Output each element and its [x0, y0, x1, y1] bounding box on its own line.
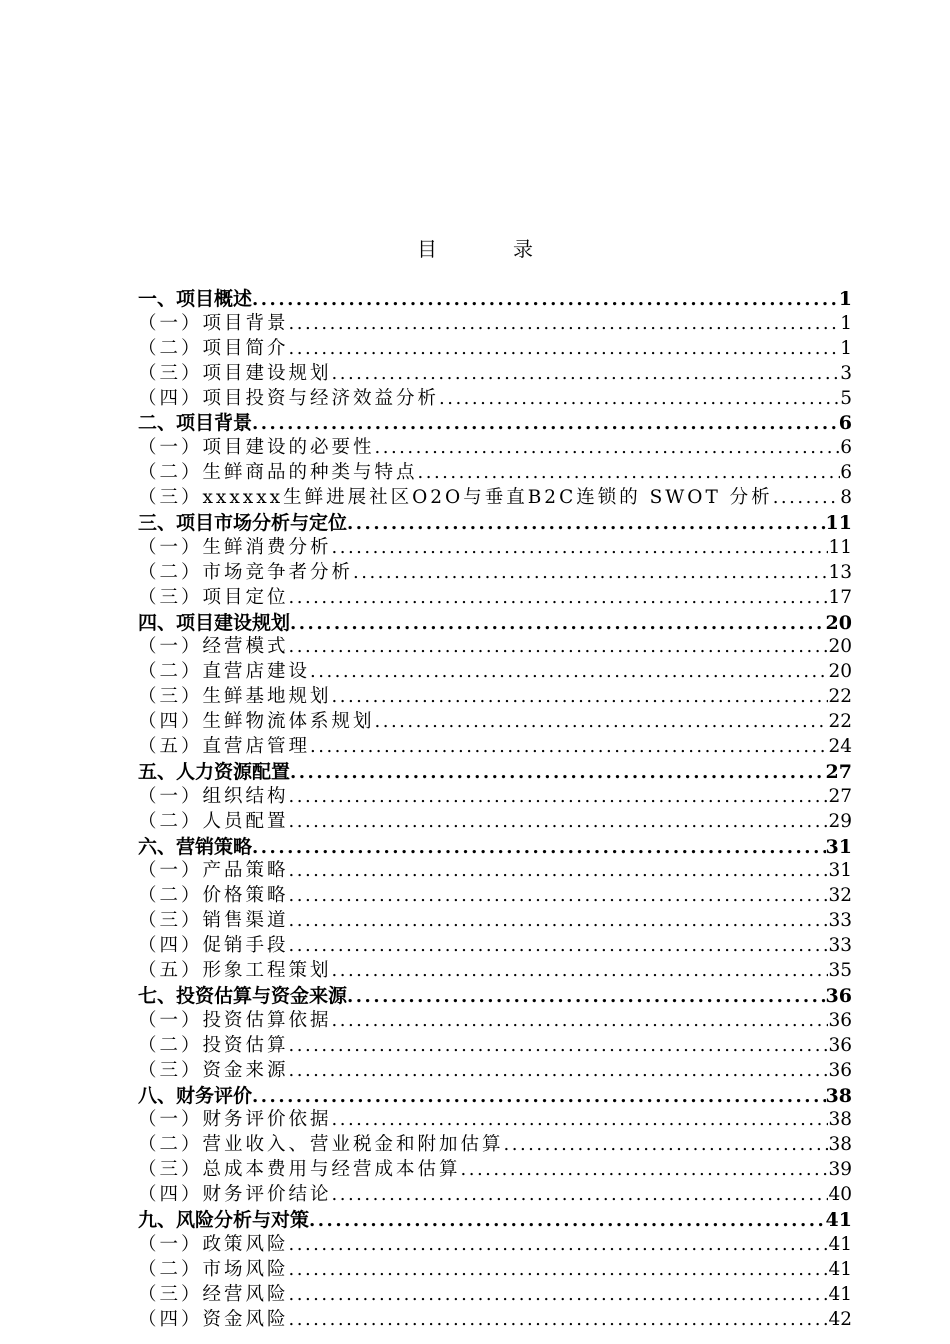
toc-section-entry[interactable] — [138, 561, 852, 586]
toc-entry-label: （一）经营模式 — [138, 636, 289, 658]
toc-dot-leader — [290, 761, 826, 785]
toc-page-number: 41 — [825, 1208, 852, 1231]
toc-dot-leader — [289, 785, 829, 810]
toc-page-number: 24 — [828, 736, 852, 758]
toc-entry-label: 五、人力资源配置 — [138, 760, 291, 783]
toc-section-entry[interactable] — [138, 1108, 852, 1133]
toc-entry-label: （四）生鲜物流体系规划 — [138, 711, 375, 733]
toc-page-number: 17 — [828, 586, 852, 608]
toc-entry-label: （二）市场风险 — [138, 1258, 289, 1280]
toc-dot-leader — [289, 1258, 829, 1283]
toc-dot-leader — [289, 1308, 829, 1333]
toc-dot-leader — [289, 635, 829, 660]
toc-dot-leader — [439, 387, 840, 412]
toc-dot-leader — [773, 486, 841, 511]
toc-dot-leader — [290, 612, 826, 636]
toc-page-number: 13 — [828, 561, 852, 583]
toc-dot-leader — [289, 1233, 829, 1258]
toc-title: 目 录 — [417, 237, 561, 261]
toc-chapter-entry[interactable] — [138, 411, 852, 436]
toc-dot-leader — [347, 985, 826, 1009]
toc-entry-label: （三）销售渠道 — [138, 910, 289, 932]
toc-entry-label: （二）市场竞争者分析 — [138, 561, 354, 583]
toc-page-number: 33 — [828, 910, 852, 932]
toc-page-number: 41 — [828, 1258, 852, 1280]
toc-entry-label: （二）生鲜商品的种类与特点 — [138, 462, 418, 484]
toc-section-entry[interactable] — [138, 685, 852, 710]
toc-dot-leader — [309, 1209, 826, 1233]
toc-entry-label: （三）总成本费用与经营成本估算 — [138, 1159, 461, 1181]
toc-page-number: 22 — [828, 711, 852, 733]
toc-dot-leader — [289, 909, 829, 934]
toc-page-number: 6 — [840, 437, 852, 459]
toc-dot-leader — [252, 288, 839, 312]
toc-section-entry[interactable] — [138, 1308, 852, 1333]
toc-page-number: 36 — [828, 1034, 852, 1056]
toc-section-entry[interactable] — [138, 1283, 852, 1308]
toc-page-number: 41 — [828, 1283, 852, 1305]
toc-dot-leader — [289, 1034, 829, 1059]
toc-entry-label: （三）项目定位 — [138, 586, 289, 608]
toc-section-entry[interactable] — [138, 859, 852, 884]
toc-dot-leader — [289, 586, 829, 611]
toc-entry-label: （五）直营店管理 — [138, 736, 311, 758]
toc-dot-leader — [332, 536, 829, 561]
toc-entry-label: （三）生鲜基地规划 — [138, 686, 332, 708]
toc-entry-label: （一）财务评价依据 — [138, 1109, 332, 1131]
toc-dot-leader — [332, 685, 829, 710]
toc-dot-leader — [332, 1108, 829, 1133]
toc-page-number: 8 — [840, 487, 852, 509]
toc-entry-label: 四、项目建设规划 — [138, 611, 291, 634]
toc-dot-leader — [289, 810, 829, 835]
toc-entry-label: （二）投资估算 — [138, 1034, 289, 1056]
toc-page-number: 11 — [825, 512, 852, 535]
toc-entry-label: （一）投资估算依据 — [138, 1009, 332, 1031]
toc-section-entry[interactable] — [138, 337, 852, 362]
toc-entry-label: 三、项目市场分析与定位 — [138, 512, 348, 535]
toc-entry-label: （四）资金风险 — [138, 1308, 289, 1330]
toc-page-number: 38 — [828, 1134, 852, 1156]
toc-page-number: 39 — [828, 1159, 852, 1181]
toc-section-entry[interactable] — [138, 735, 852, 760]
toc-section-entry[interactable] — [138, 312, 852, 337]
toc-section-entry[interactable] — [138, 1158, 852, 1183]
toc-dot-leader — [375, 436, 841, 461]
toc-entry-label: （三）经营风险 — [138, 1283, 289, 1305]
toc-chapter-entry[interactable] — [138, 287, 852, 312]
toc-section-entry[interactable] — [138, 884, 852, 909]
toc-section-entry[interactable] — [138, 1233, 852, 1258]
toc-dot-leader — [289, 859, 829, 884]
toc-dot-leader — [310, 660, 828, 685]
toc-dot-leader — [375, 710, 829, 735]
toc-page-number: 38 — [828, 1109, 852, 1131]
toc-dot-leader — [332, 1009, 829, 1034]
toc-dot-leader — [332, 362, 841, 387]
toc-entry-label: 六、营销策略 — [138, 835, 253, 858]
toc-page-number: 27 — [825, 760, 852, 783]
toc-section-entry[interactable] — [138, 660, 852, 685]
toc-page-number: 32 — [828, 885, 852, 907]
toc-section-entry[interactable] — [138, 486, 852, 511]
toc-page-number: 42 — [828, 1308, 852, 1330]
toc-section-entry[interactable] — [138, 1034, 852, 1059]
toc-section-entry[interactable] — [138, 710, 852, 735]
toc-dot-leader — [332, 959, 829, 984]
toc-entry-label: （一）生鲜消费分析 — [138, 536, 332, 558]
toc-entry-label: （二）价格策略 — [138, 885, 289, 907]
toc-entry-label: （一）项目建设的必要性 — [138, 437, 375, 459]
toc-page-number: 20 — [828, 636, 852, 658]
toc-chapter-entry[interactable] — [138, 835, 852, 860]
toc-dot-leader — [353, 561, 828, 586]
toc-entry-label: （一）组织结构 — [138, 785, 289, 807]
toc-entry-label: （三）项目建设规划 — [138, 362, 332, 384]
toc-dot-leader — [289, 312, 841, 337]
toc-dot-leader — [289, 884, 829, 909]
toc-page-number: 41 — [828, 1233, 852, 1255]
toc-page-number: 29 — [828, 810, 852, 832]
toc-entry-label: （五）形象工程策划 — [138, 960, 332, 982]
toc-dot-leader — [289, 934, 829, 959]
toc-page-number: 31 — [828, 860, 852, 882]
toc-page-number: 6 — [838, 412, 852, 435]
toc-page-number: 27 — [828, 785, 852, 807]
toc-dot-leader — [504, 1133, 829, 1158]
toc-section-entry[interactable] — [138, 1009, 852, 1034]
toc-dot-leader — [289, 1059, 829, 1084]
toc-dot-leader — [252, 412, 839, 436]
toc-chapter-entry[interactable] — [138, 760, 852, 785]
toc-entry-label: （三）xxxxxx生鲜进展社区O2O与垂直B2C连锁的 SWOT 分析 — [138, 487, 773, 509]
toc-page-number: 1 — [840, 312, 852, 334]
toc-dot-leader — [289, 337, 841, 362]
toc-entry-label: （二）直营店建设 — [138, 661, 311, 683]
toc-page-number: 5 — [840, 387, 852, 409]
toc-section-entry[interactable] — [138, 1059, 852, 1084]
toc-section-entry[interactable] — [138, 536, 852, 561]
toc-entry-label: （二）营业收入、营业税金和附加估算 — [138, 1134, 504, 1156]
toc-dot-leader — [289, 1283, 829, 1308]
toc-entry-label: （一）产品策略 — [138, 860, 289, 882]
toc-page-number: 38 — [825, 1084, 852, 1107]
toc-dot-leader — [332, 1183, 829, 1208]
toc-page-number: 36 — [828, 1059, 852, 1081]
toc-section-entry[interactable] — [138, 635, 852, 660]
toc-section-entry[interactable] — [138, 436, 852, 461]
toc-section-entry[interactable] — [138, 1258, 852, 1283]
toc-page-number: 33 — [828, 935, 852, 957]
toc-section-entry[interactable] — [138, 586, 852, 611]
toc-entry-label: （三）资金来源 — [138, 1059, 289, 1081]
toc-section-entry[interactable] — [138, 785, 852, 810]
toc-page-number: 1 — [840, 337, 852, 359]
toc-page-number: 36 — [828, 1009, 852, 1031]
toc-entry-label: 二、项目背景 — [138, 412, 253, 435]
toc-page-number: 36 — [825, 984, 852, 1007]
toc-page-number: 22 — [828, 686, 852, 708]
toc-page-number: 20 — [825, 611, 852, 634]
toc-entry-label: （四）财务评价结论 — [138, 1184, 332, 1206]
toc-page-number: 40 — [828, 1184, 852, 1206]
toc-page-number: 6 — [840, 462, 852, 484]
toc-section-entry[interactable] — [138, 1133, 852, 1158]
toc-page-number: 11 — [828, 536, 852, 558]
toc-chapter-entry[interactable] — [138, 1084, 852, 1109]
toc-page-number: 31 — [825, 835, 852, 858]
toc-dot-leader — [347, 512, 826, 536]
toc-entry-label: 九、风险分析与对策 — [138, 1208, 310, 1231]
toc-section-entry[interactable] — [138, 461, 852, 486]
toc-entry-label: 七、投资估算与资金来源 — [138, 984, 348, 1007]
toc-section-entry[interactable] — [138, 1183, 852, 1208]
toc-entry-label: （一）政策风险 — [138, 1233, 289, 1255]
toc-chapter-entry[interactable] — [138, 1208, 852, 1233]
toc-entry-label: （四）促销手段 — [138, 935, 289, 957]
toc-dot-leader — [461, 1158, 829, 1183]
toc-entry-label: （二）人员配置 — [138, 810, 289, 832]
toc-section-entry[interactable] — [138, 387, 852, 412]
toc-page-number: 20 — [828, 661, 852, 683]
toc-entry-label: （二）项目简介 — [138, 337, 289, 359]
toc-section-entry[interactable] — [138, 810, 852, 835]
toc-entry-label: （四）项目投资与经济效益分析 — [138, 387, 440, 409]
toc-page-number: 35 — [828, 960, 852, 982]
toc-dot-leader — [310, 735, 828, 760]
toc-page-number: 3 — [840, 362, 852, 384]
toc-dot-leader — [252, 1085, 826, 1109]
toc-section-entry[interactable] — [138, 909, 852, 934]
toc-section-entry[interactable] — [138, 934, 852, 959]
toc-section-entry[interactable] — [138, 959, 852, 984]
toc-entry-label: （一）项目背景 — [138, 312, 289, 334]
toc-section-entry[interactable] — [138, 362, 852, 387]
toc-chapter-entry[interactable] — [138, 611, 852, 636]
toc-chapter-entry[interactable] — [138, 984, 852, 1009]
toc-chapter-entry[interactable] — [138, 511, 852, 536]
table-of-contents — [138, 287, 852, 1332]
toc-dot-leader — [252, 836, 826, 860]
toc-entry-label: 八、财务评价 — [138, 1084, 253, 1107]
toc-dot-leader — [418, 461, 841, 486]
toc-page-number: 1 — [838, 288, 852, 310]
toc-entry-label: 一、项目概述 — [138, 288, 253, 310]
